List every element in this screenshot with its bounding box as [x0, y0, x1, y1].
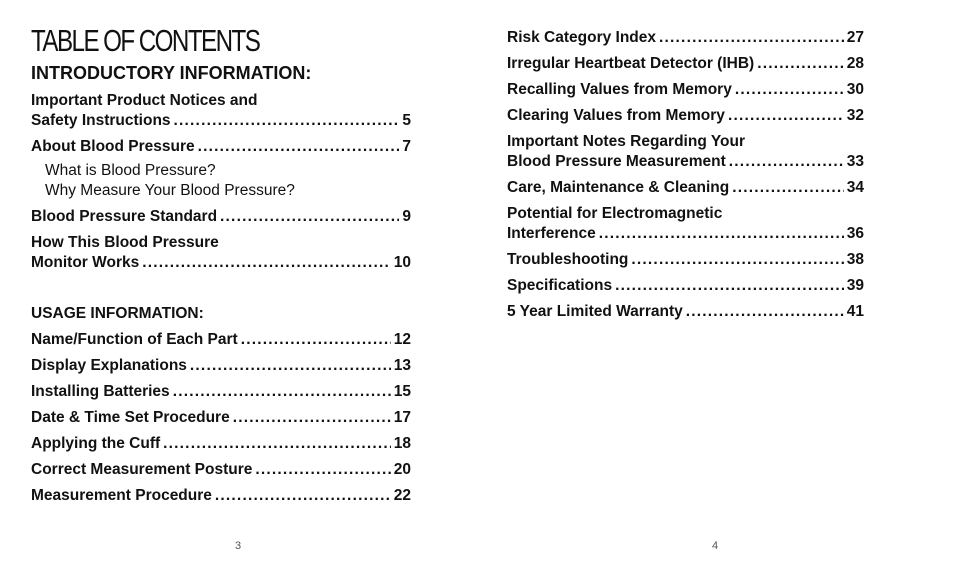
entry-text: Troubleshooting [507, 251, 629, 268]
page-number: 13 [393, 357, 411, 374]
toc-entry [507, 302, 864, 322]
entry-line1: Important Product Notices and [31, 92, 258, 109]
toc-entry [507, 178, 864, 198]
page-number: 36 [846, 225, 864, 242]
page-number: 27 [846, 29, 864, 46]
page-number: 22 [393, 487, 411, 504]
usage-entries [31, 330, 411, 512]
page-folio-right: 4 [712, 540, 719, 552]
dot-leader [215, 486, 391, 506]
entry-text: Care, Maintenance & Cleaning [507, 179, 730, 196]
sub-entry: What is Blood Pressure? [45, 162, 216, 179]
toc-entry [31, 207, 411, 227]
dot-leader [163, 434, 391, 454]
toc-entry [31, 382, 411, 402]
toc-entry [507, 80, 864, 100]
dot-leader [757, 54, 844, 74]
entry-line1: Important Notes Regarding Your [507, 133, 745, 150]
entry-text: Safety Instructions [31, 112, 171, 129]
entry-text: 5 Year Limited Warranty [507, 303, 683, 320]
entry-text: Irregular Heartbeat Detector (IHB) [507, 55, 755, 72]
dot-leader [198, 137, 400, 157]
page-number: 15 [393, 383, 411, 400]
sub-entry: Why Measure Your Blood Pressure? [45, 182, 295, 199]
page-folio-left: 3 [235, 540, 242, 552]
dot-leader [190, 356, 391, 376]
entry-text: About Blood Pressure [31, 138, 195, 155]
entry-line1: Potential for Electromagnetic [507, 205, 723, 222]
dot-leader [728, 106, 844, 126]
dot-leader [173, 382, 391, 402]
toc-entry [31, 356, 411, 376]
toc-entry [31, 330, 411, 350]
entry-line1: How This Blood Pressure [31, 234, 219, 251]
page-number: 5 [402, 112, 411, 129]
page-number: 38 [846, 251, 864, 268]
dot-leader [631, 250, 843, 270]
toc-entry [31, 460, 411, 480]
page-number: 33 [846, 153, 864, 170]
toc-title: TABLE OF CONTENTS [31, 23, 260, 58]
toc-entry [31, 233, 411, 273]
entry-text: Monitor Works [31, 254, 140, 271]
page-number: 20 [393, 461, 411, 478]
dot-leader [233, 408, 391, 428]
page-number: 30 [846, 81, 864, 98]
dot-leader [241, 330, 391, 350]
toc-entry [507, 106, 864, 126]
entry-text: Specifications [507, 277, 613, 294]
toc-entry [507, 204, 864, 244]
page-number: 39 [846, 277, 864, 294]
entry-text: Risk Category Index [507, 29, 657, 46]
page-number: 17 [393, 409, 411, 426]
toc-entry [507, 54, 864, 74]
page-number: 9 [402, 208, 411, 225]
right-entries [507, 28, 864, 328]
entry-text: Name/Function of Each Part [31, 331, 238, 348]
entry-text: Blood Pressure Standard [31, 208, 218, 225]
page-number: 32 [846, 107, 864, 124]
page-number: 28 [846, 55, 864, 72]
toc-entry [31, 91, 411, 131]
page-number: 7 [402, 138, 411, 155]
dot-leader [659, 28, 844, 48]
entry-text: Installing Batteries [31, 383, 170, 400]
dot-leader [142, 253, 391, 273]
page-number: 18 [393, 435, 411, 452]
entry-text: Interference [507, 225, 596, 242]
dot-leader [220, 207, 399, 227]
entry-text: Recalling Values from Memory [507, 81, 732, 98]
entry-text: Blood Pressure Measurement [507, 153, 726, 170]
page-number: 12 [393, 331, 411, 348]
entry-text: Measurement Procedure [31, 487, 212, 504]
dot-leader [732, 178, 844, 198]
entry-text: Clearing Values from Memory [507, 107, 725, 124]
intro-entries [31, 91, 411, 279]
toc-entry [507, 276, 864, 296]
toc-entry [507, 250, 864, 270]
page-number: 41 [846, 303, 864, 320]
dot-leader [255, 460, 390, 480]
dot-leader [615, 276, 844, 296]
toc-entry [31, 137, 411, 157]
usage-heading: USAGE INFORMATION: [31, 305, 204, 322]
toc-entry [31, 486, 411, 506]
dot-leader [729, 152, 844, 172]
dot-leader [174, 111, 400, 131]
entry-text: Display Explanations [31, 357, 187, 374]
intro-subitems [45, 161, 411, 201]
entry-text: Correct Measurement Posture [31, 461, 253, 478]
intro-heading: INTRODUCTORY INFORMATION: [31, 63, 312, 83]
toc-entry [507, 132, 864, 172]
dot-leader [686, 302, 844, 322]
dot-leader [735, 80, 844, 100]
toc-entry [507, 28, 864, 48]
page-number: 34 [846, 179, 864, 196]
dot-leader [599, 224, 844, 244]
page-number: 10 [393, 254, 411, 271]
entry-text: Applying the Cuff [31, 435, 161, 452]
toc-entry [31, 434, 411, 454]
toc-entry [31, 408, 411, 428]
entry-text: Date & Time Set Procedure [31, 409, 230, 426]
